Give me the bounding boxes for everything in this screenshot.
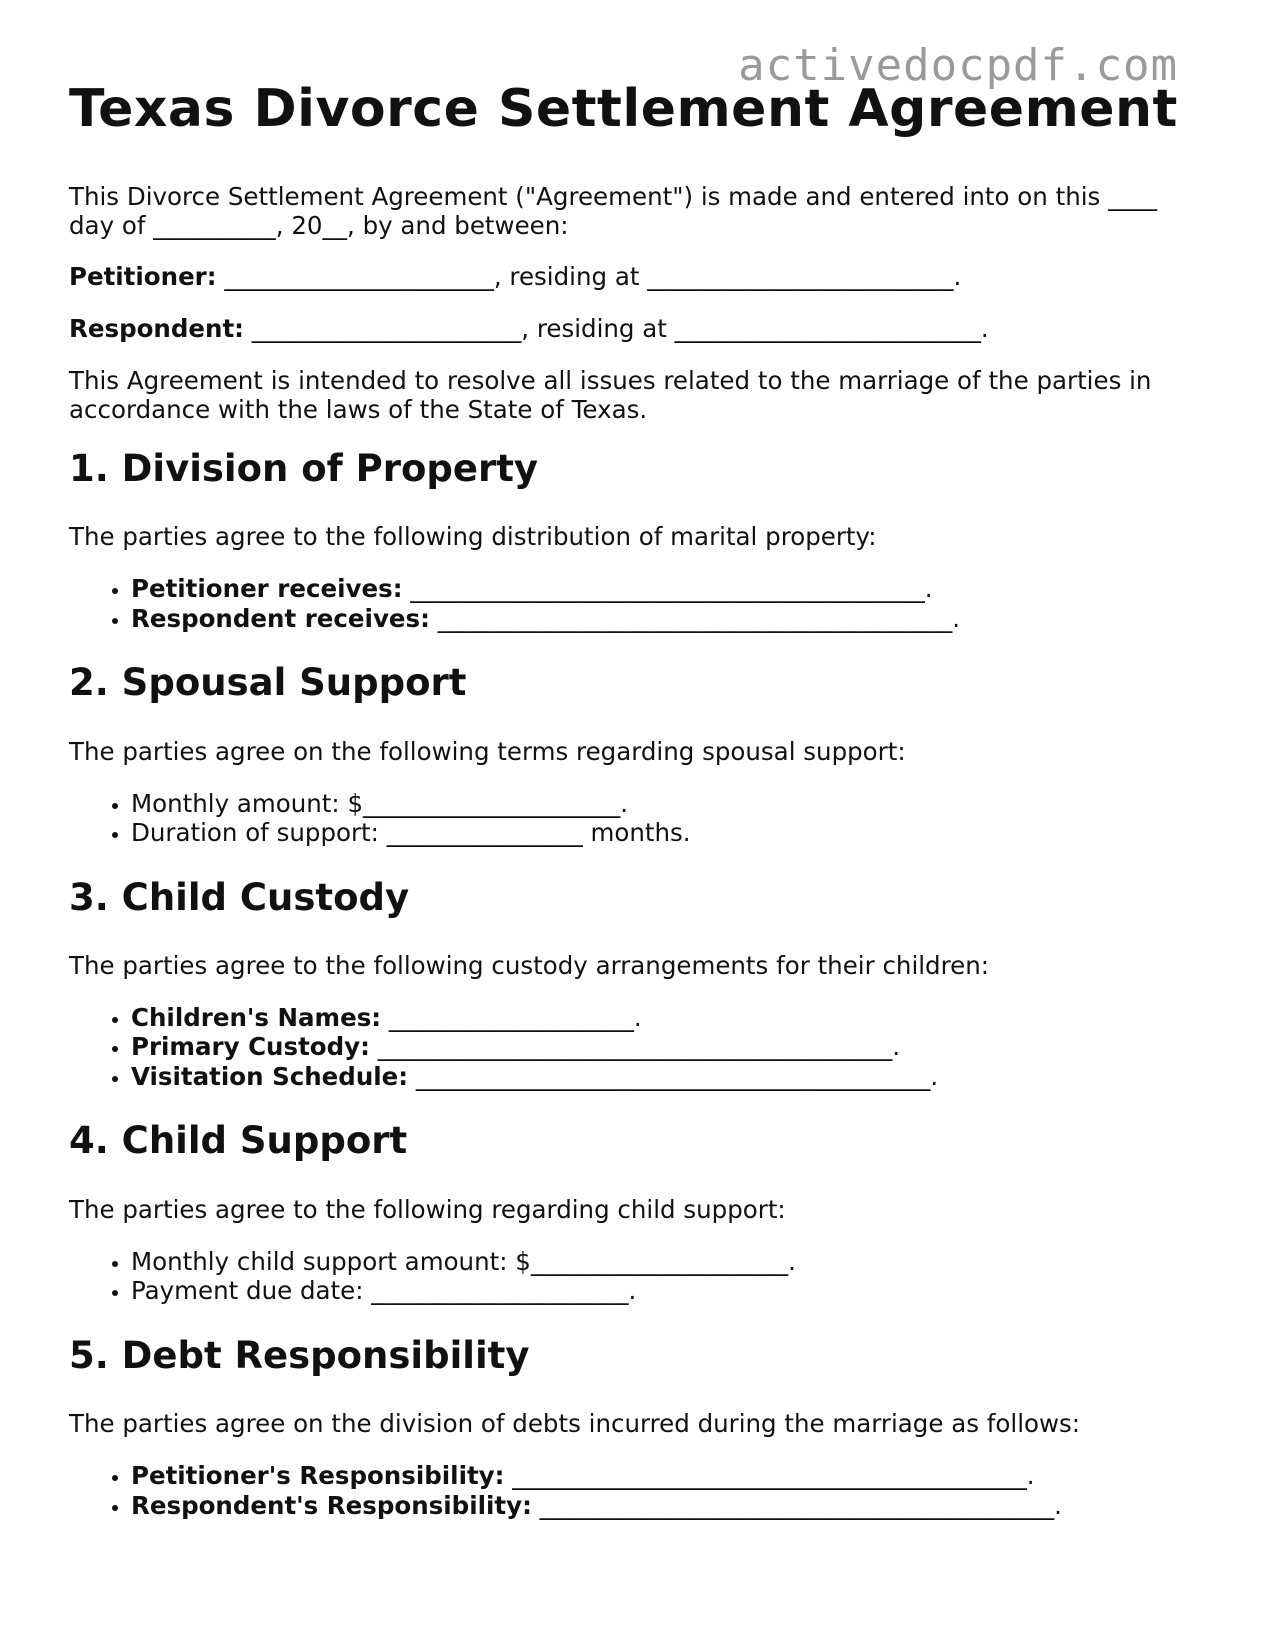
section-heading-custody: 3. Child Custody <box>69 875 410 919</box>
respondent-fill-text[interactable]: ______________________, residing at _________________________. <box>243 313 989 343</box>
section-heading-spousal: 2. Spousal Support <box>69 661 467 705</box>
petitioner-label: Petitioner: <box>69 261 217 291</box>
fill-blank[interactable]: __________________________________________. <box>408 1061 939 1091</box>
section-lead-property: The parties agree to the following distribution of marital property: <box>69 522 877 552</box>
item-label: Primary Custody: <box>131 1032 370 1062</box>
fill-blank[interactable]: __________________________________________. <box>531 1490 1062 1520</box>
debt-list <box>69 1461 1189 1520</box>
item-label: Petitioner receives: <box>131 574 403 604</box>
spousal-list <box>69 789 1189 848</box>
list-item[interactable]: • Payment due date: _____________________. <box>131 1276 1189 1306</box>
list-item <box>131 604 1189 634</box>
petitioner-fill-text[interactable]: ______________________, residing at _________________________. <box>216 261 962 291</box>
section-lead-child-support: The parties agree to the following regarding child support: <box>69 1194 786 1224</box>
list-item[interactable]: • Duration of support: ________________ months. <box>131 818 1189 848</box>
purpose-paragraph: This Agreement is intended to resolve all issues related to the marriage of the parties in accordance with the laws of the State of Texas. <box>69 365 1152 424</box>
fill-blank[interactable]: __________________________________________. <box>429 603 960 633</box>
document-title: Texas Divorce Settlement Agreement <box>69 79 1178 139</box>
respondent-label: Respondent: <box>69 313 244 343</box>
list-item[interactable]: • Monthly amount: $_____________________. <box>131 789 1189 819</box>
list-item <box>131 1491 1189 1521</box>
list-item <box>131 1032 1189 1062</box>
item-label: Children's Names: <box>131 1002 382 1032</box>
custody-list <box>69 1003 1189 1092</box>
item-label: Visitation Schedule: <box>131 1061 409 1091</box>
section-lead-spousal: The parties agree on the following terms regarding spousal support: <box>69 736 906 766</box>
intro-paragraph: This Divorce Settlement Agreement ("Agreement") is made and entered into on this ____ day of __________, 20__, by and between: <box>69 181 1158 240</box>
section-heading-property: 1. Division of Property <box>69 446 539 490</box>
fill-blank[interactable]: __________________________________________. <box>504 1461 1035 1491</box>
list-item <box>131 1062 1189 1092</box>
section-heading-debt: 5. Debt Responsibility <box>69 1333 530 1377</box>
item-label: Petitioner's Responsibility: <box>131 1461 505 1491</box>
fill-blank[interactable]: __________________________________________. <box>369 1032 901 1062</box>
child-support-list <box>69 1247 1189 1306</box>
list-item <box>131 1003 1189 1033</box>
fill-blank[interactable]: ____________________. <box>381 1002 642 1032</box>
watermark: activedocpdf.com <box>738 40 1178 91</box>
section-lead-debt: The parties agree on the division of debts incurred during the marriage as follows: <box>69 1409 1081 1439</box>
item-label: Respondent's Responsibility: <box>131 1490 532 1520</box>
list-item <box>131 1461 1189 1491</box>
respondent-line <box>69 314 1189 343</box>
fill-blank[interactable]: __________________________________________. <box>402 574 933 604</box>
document-page <box>69 80 1189 1548</box>
property-list <box>69 574 1189 633</box>
list-item[interactable]: • Monthly child support amount: $_____________________. <box>131 1247 1189 1277</box>
section-heading-child-support: 4. Child Support <box>69 1119 408 1163</box>
section-lead-custody: The parties agree to the following custody arrangements for their children: <box>69 950 989 980</box>
petitioner-line <box>69 262 1189 291</box>
item-label: Respondent receives: <box>131 603 430 633</box>
list-item <box>131 574 1189 604</box>
